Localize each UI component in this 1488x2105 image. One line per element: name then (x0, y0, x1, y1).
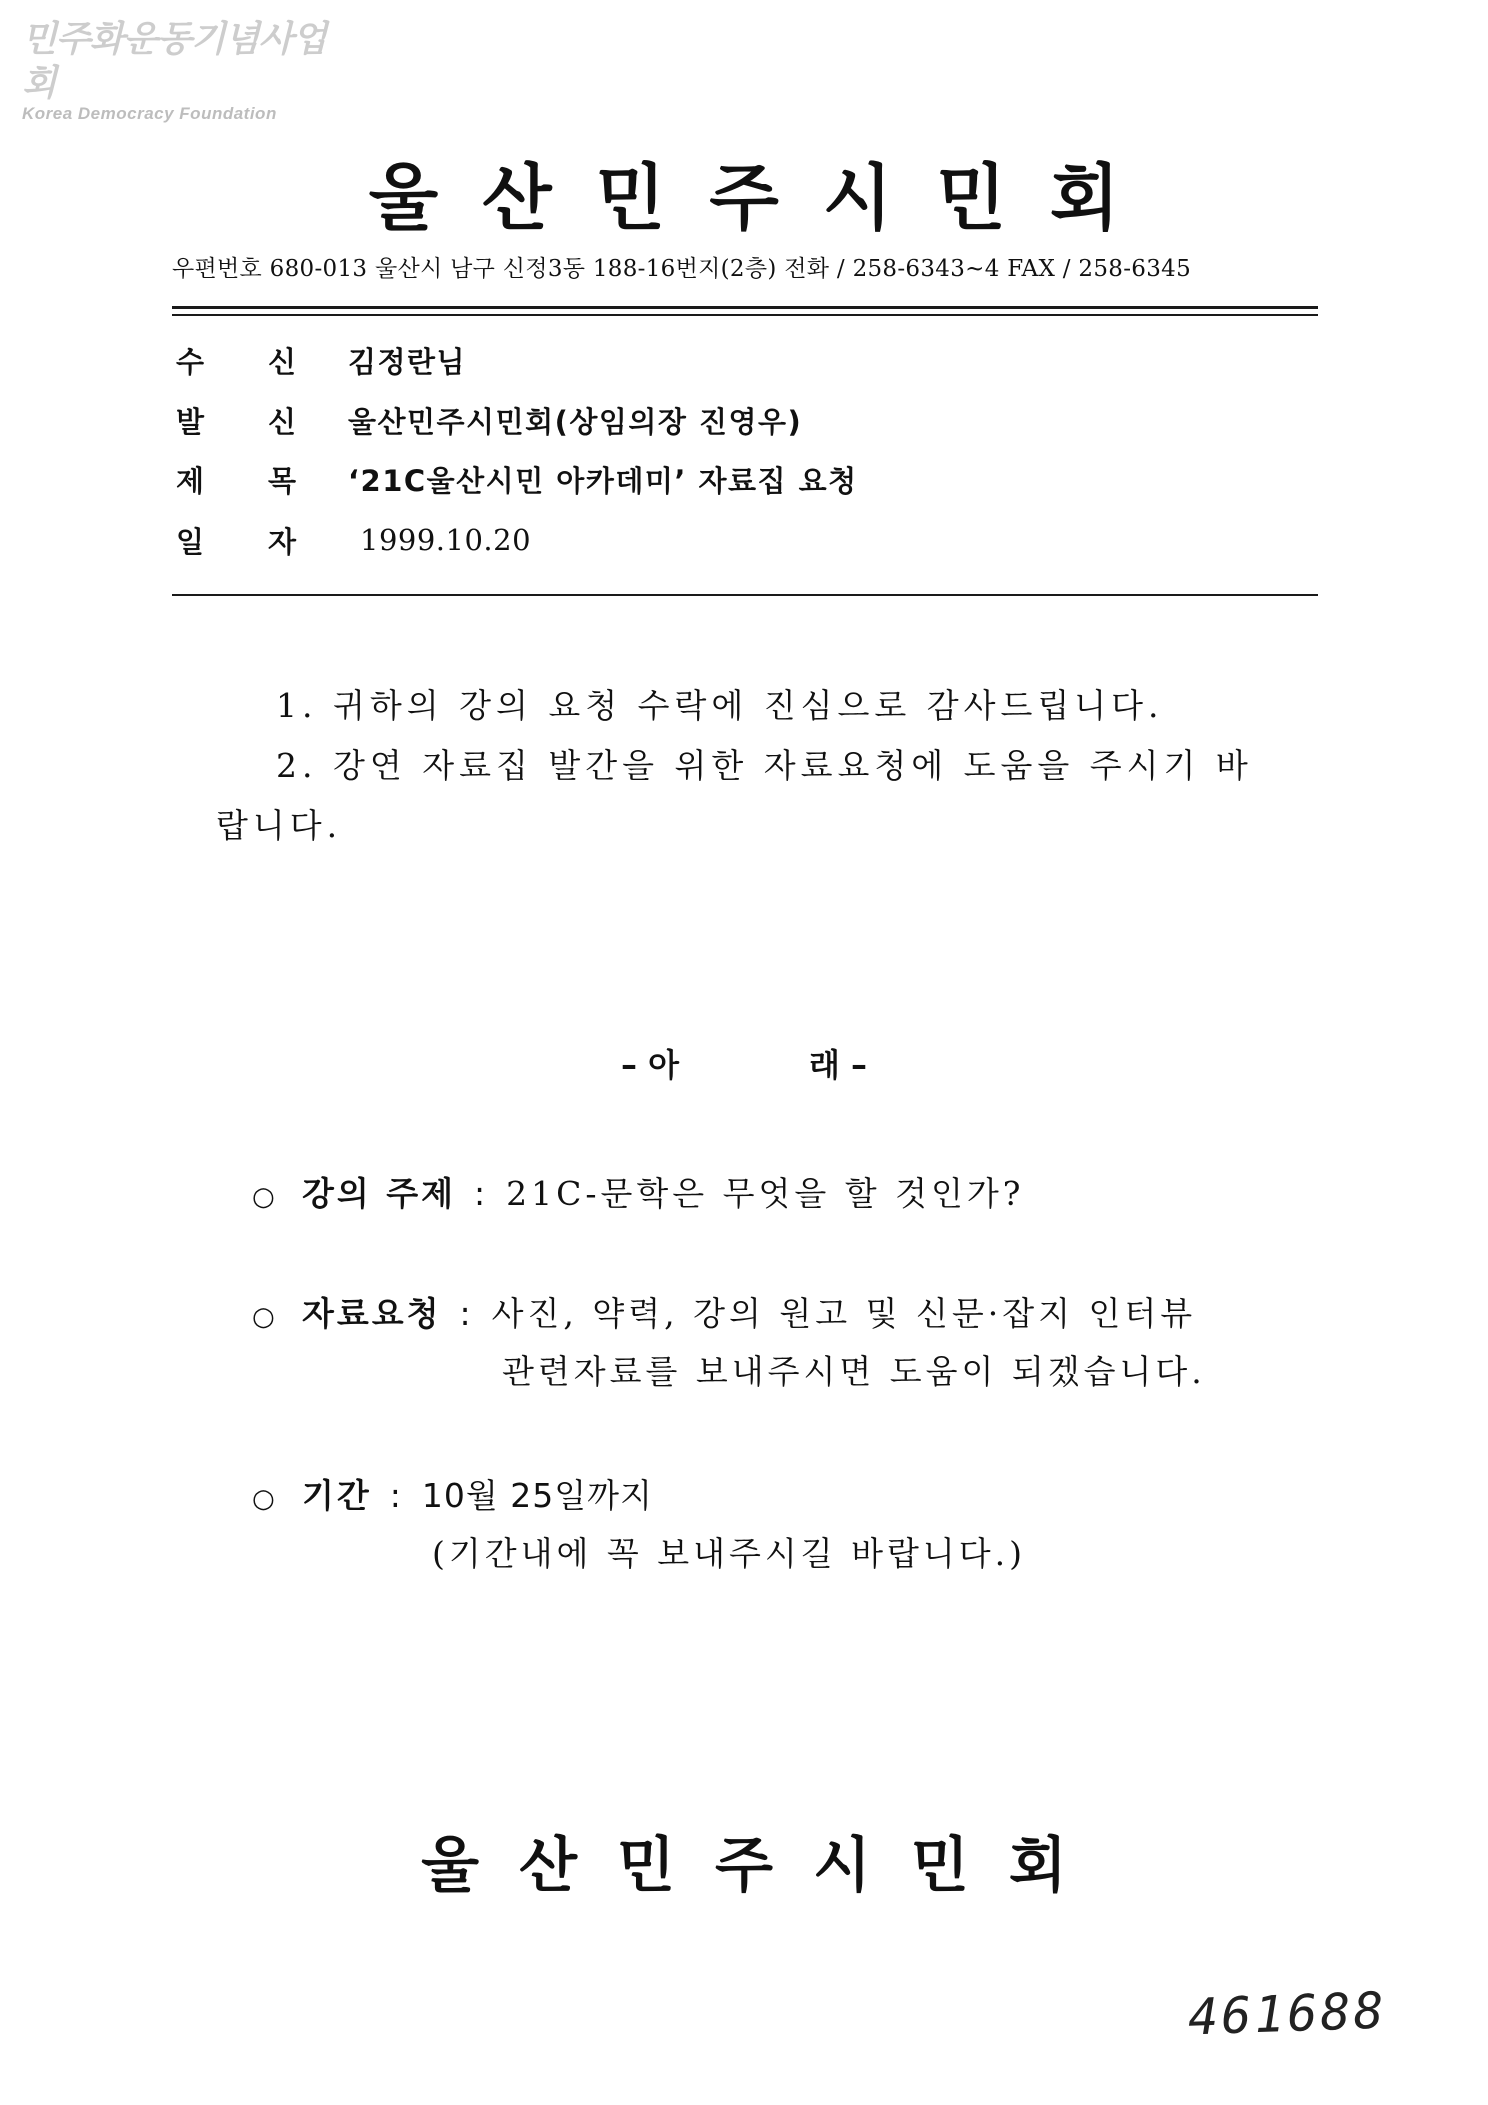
watermark-english: Korea Democracy Foundation (22, 104, 277, 123)
below-heading-right: 래 – (809, 1046, 868, 1084)
field-recipient (176, 340, 466, 380)
foundation-watermark (22, 18, 342, 124)
item-material-request (252, 1288, 1196, 1335)
footer-org-name: 울산민주시민회 (421, 1831, 1107, 1901)
item-lecture-topic-value: 21C-문학은 무엇을 할 것인가? (506, 1174, 1025, 1213)
item-material-request-value: 사진, 약력, 강의 원고 및 신문·잡지 인터뷰 (491, 1294, 1197, 1333)
item-deadline-value: 10월 25일까지 (421, 1476, 653, 1515)
item-material-request-continuation: 관련자료를 보내주시면 도움이 되겠습니다. (502, 1352, 1206, 1391)
body-line-3: 랍니다. (216, 806, 343, 845)
field-date-value: 1999.10.20 (360, 523, 532, 557)
bullet-circle-icon: ○ (252, 1484, 278, 1514)
item-colon: : (474, 1174, 489, 1213)
handwritten-document-number: 461688 (1187, 1981, 1388, 2047)
item-lecture-topic (252, 1168, 1024, 1215)
item-deadline-continuation: (기간내에 꼭 보내주시길 바랍니다.) (432, 1534, 1026, 1573)
field-date-label: 일 자 (176, 524, 296, 559)
header-divider (172, 594, 1318, 596)
watermark-korean: 민주화운동기념사업회 (22, 19, 326, 104)
item-material-request-label: 자료요청 (302, 1294, 442, 1333)
item-colon: : (459, 1294, 474, 1333)
body-line-1: 1. 귀하의 강의 요청 수락에 진심으로 감사드립니다. (276, 686, 1164, 725)
field-subject (176, 459, 858, 499)
field-sender (176, 400, 802, 440)
item-deadline-label: 기간 (302, 1476, 372, 1515)
field-sender-label: 발 신 (176, 404, 296, 439)
item-deadline (252, 1470, 653, 1517)
bullet-circle-icon: ○ (252, 1182, 278, 1212)
field-sender-value: 울산민주시민회(상임의장 진영우) (348, 404, 803, 439)
bullet-circle-icon: ○ (252, 1302, 278, 1332)
field-recipient-value: 김정란님 (348, 344, 467, 379)
field-date (176, 520, 531, 560)
field-recipient-label: 수 신 (176, 344, 296, 379)
letterhead-divider (172, 306, 1318, 316)
below-heading (0, 1040, 1488, 1086)
item-lecture-topic-label: 강의 주제 (302, 1174, 457, 1213)
item-colon: : (389, 1476, 404, 1515)
body-line-2: 2. 강연 자료집 발간을 위한 자료요청에 도움을 주시기 바 (276, 746, 1253, 785)
field-subject-label: 제 목 (176, 463, 296, 498)
field-subject-value: ‘21C울산시민 아카데미’ 자료집 요청 (348, 463, 858, 498)
below-heading-left: – 아 (620, 1046, 679, 1084)
letterhead-title: 울산민주시민회 (368, 156, 1164, 240)
letterhead-address: 우편번호 680-013 울산시 남구 신정3동 188-16번지(2층) 전화 / 258-6343~4 FAX / 258-6345 (172, 256, 1192, 282)
